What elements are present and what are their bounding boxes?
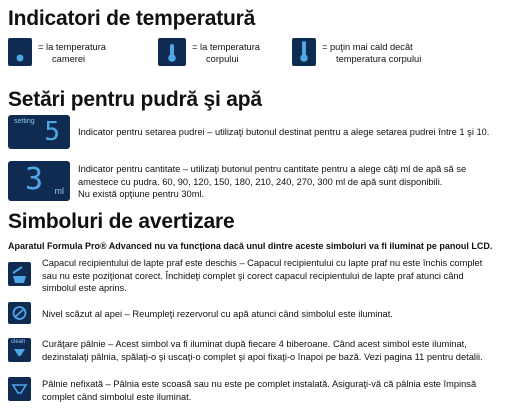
warning-water-text: Nivel scăzut al apei – Reumpleţi rezervorul cu apă atunci când simbolul este iluminat. [42, 309, 393, 319]
temp-item-3: = puţin mai cald decât temperatura corpului [322, 42, 422, 64]
lcd-setting-value: 5 [44, 117, 60, 147]
clean-icon-label: clean [11, 339, 26, 345]
quantity-text: Indicator pentru cantitate – utilizaţi butonul pentru cantitate pentru a alege câţi ml de apă să se amestece cu pudra. 60, 90, 120, 150, 180, 210, 240, 270, 300 ml de apă sunt disponibili. Nu există opţiune pentru 30ml. [78, 164, 467, 199]
settings-heading: Setări pentru pudră şi apă [8, 88, 262, 111]
warnings-intro: Aparatul Formula Pro® Advanced nu va funcţiona dacă unul dintre aceste simboluri va fi iluminat pe panoul LCD. [8, 241, 493, 251]
temperature-heading: Indicatori de temperatură [8, 7, 256, 30]
clean-funnel-icon [8, 338, 31, 362]
temp-item-2: = la temperatura corpului [192, 42, 260, 64]
thermometer-warm-icon [292, 38, 316, 66]
quantity-display [8, 161, 70, 201]
warnings-heading: Simboluri de avertizare [8, 210, 235, 233]
powder-setting-display [8, 115, 70, 149]
temp-item-1: = la temperatura camerei [38, 42, 106, 64]
lcd-setting-label: setting [14, 118, 35, 125]
thermometer-body-icon [158, 38, 186, 66]
powder-setting-text: Indicator pentru setarea pudrei – utilizaţi butonul destinat pentru a alege setarea pudrei între 1 şi 10. [78, 127, 490, 137]
lcd-quantity-unit: ml [54, 186, 64, 196]
low-water-icon [8, 302, 31, 324]
thermometer-room-icon [8, 38, 32, 66]
funnel-missing-icon [8, 377, 31, 401]
warning-clean-text: Curăţare pâlnie – Acest simbol va fi iluminat după fiecare 4 biberoane. Când acest simbol este iluminat, dezinstalaţi pâlnia, spălaţi-o şi uscaţi-o complet şi apoi fixaţi-o înapoi pe bază. Vezi pagina 11 pentru detalii. [42, 339, 483, 362]
container-lid-icon [8, 262, 31, 286]
warning-funnel-text: Pâlnie nefixată – Pâlnia este scoasă sau nu este pe complet instalată. Asiguraţi-vă că pâlnia este împinsă complet când simbolul este iluminat. [42, 379, 477, 402]
lcd-quantity-value: 3 [25, 162, 44, 197]
warning-lid-text: Capacul recipientului de lapte praf este deschis – Capacul recipientului cu lapte praf nu este închis complet sau nu este poziţionat corect. Închideţi complet şi corect capacul recipientului de lapte praf atunci când simbolul este aprins. [42, 258, 483, 293]
